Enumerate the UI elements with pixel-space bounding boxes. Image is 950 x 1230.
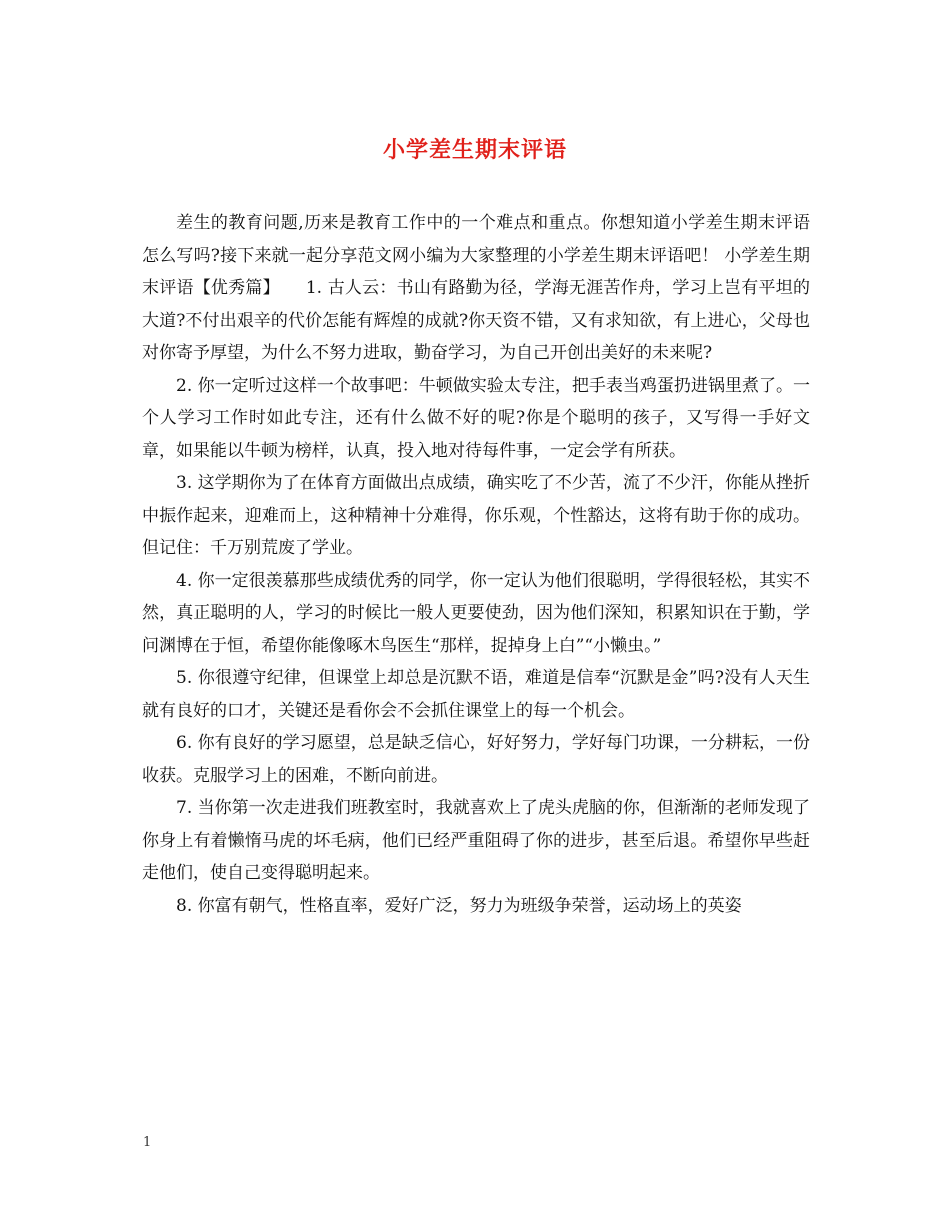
document-title: 小学差生期末评语 xyxy=(382,137,567,163)
paragraph-intro: 差生的教育问题,历来是教育工作中的一个难点和重点。你想知道小学差生期末评语怎么写吗?接下来就一起分享范文网小编为大家整理的小学差生期末评语吧！ 小学差生期末评语【优秀篇】 1. 古人云：书山有路勤为径，学海无涯苦作舟，学习上岂有平坦的大道?不付出艰辛的代价怎能有辉煌的成就?你天资不错，又有求知欲，有上进心，父母也对你寄予厚望，为什么不努力进取，勤奋学习，为自己开创出美好的未来呢? xyxy=(142,213,810,363)
paragraph-4: 4. 你一定很羡慕那些成绩优秀的同学，你一定认为他们很聪明，学得很轻松，其实不然，真正聪明的人，学习的时候比一般人更要使劲，因为他们深知，积累知识在于勤，学问渊博在于恒，希望你能像啄木鸟医生“那样，捉掉身上白”“小懒虫。” xyxy=(142,570,810,656)
paragraph-7: 7. 当你第一次走进我们班教室时，我就喜欢上了虎头虎脑的你，但渐渐的老师发现了你身上有着懒惰马虎的坏毛病，他们已经严重阻碍了你的进步，甚至后退。希望你早些赶走他们，使自己变得聪明起来。 xyxy=(142,798,810,883)
paragraph-8: 8. 你富有朝气，性格直率，爱好广泛，努力为班级争荣誉，运动场上的英姿 xyxy=(176,895,742,916)
paragraph-3: 3. 这学期你为了在体育方面做出点成绩，确实吃了不少苦，流了不少汗，你能从挫折中振作起来，迎难而上，这种精神十分难得，你乐观，个性豁达，这将有助于你的成功。但记住：千万别荒废了学业。 xyxy=(142,473,810,558)
paragraph-2: 2. 你一定听过这样一个故事吧：牛顿做实验太专注，把手表当鸡蛋扔进锅里煮了。一个人学习工作时如此专注，还有什么做不好的呢?你是个聪明的孩子，又写得一手好文章，如果能以牛顿为榜样，认真，投入地对待每件事，一定会学有所获。 xyxy=(142,375,810,461)
paragraph-6: 6. 你有良好的学习愿望，总是缺乏信心，好好努力，学好每门功课，一分耕耘，一份收获。克服学习上的困难，不断向前进。 xyxy=(142,733,810,786)
document-body xyxy=(142,207,810,922)
paragraph-5: 5. 你很遵守纪律，但课堂上却总是沉默不语，难道是信奉“沉默是金”吗?没有人天生就有良好的口才，关键还是看你会不会抓住课堂上的每一个机会。 xyxy=(142,668,810,721)
page-number: 1 xyxy=(143,1135,152,1150)
